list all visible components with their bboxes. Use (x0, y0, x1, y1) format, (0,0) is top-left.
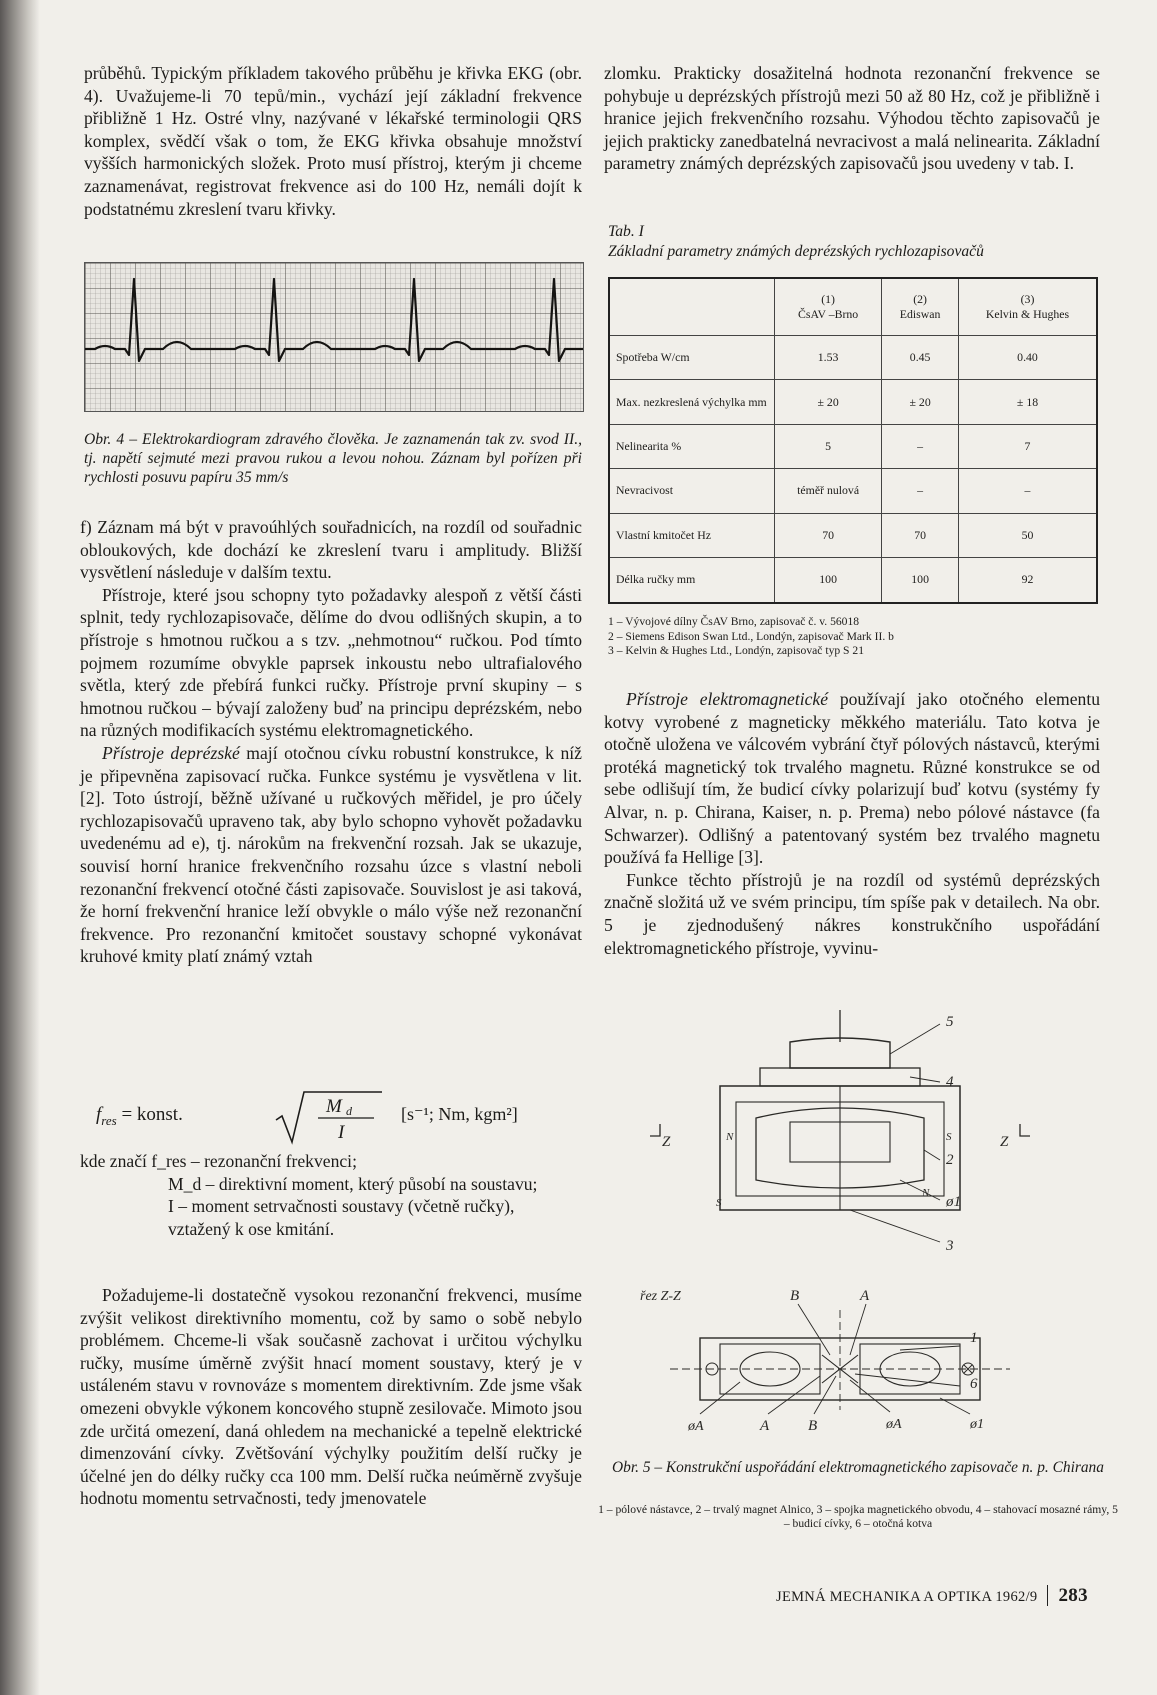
fig4-caption: Obr. 4 – Elektrokardiogram zdravého člověka. Je zaznamenán tak zv. svod II., tj. napětí sejmuté mezi pravou rukou a levou nohou. Záznam byl pořízen při rychlosti posuvu papíru 35 mm/s (84, 431, 582, 486)
ekg-chart (85, 263, 583, 411)
paragraph-text: používají jako otočného elementu kotvy vyrobené z magneticky měkkého materiálu. Tato kotva je otočně uložena ve válcovém vybrání čtyř pólových nástavců, kterými protéká magnetický tok trvalého magnetu. Různé konstrukce se od sebe odlišují tím, že budicí cívky polarizují buď kotvu (systémy fy Alvar, n. p. Chirana, Kaiser, n. p. Prema) nebo pólové nástavce (fa Schwarzer). Odlišný a patentovaný systém bez trvalého magnetu používá fa Hellige [3]. (604, 689, 1101, 868)
table-cell: – (882, 424, 959, 468)
table-row (609, 424, 1097, 468)
right-column-body (604, 688, 1100, 959)
label-phi1b: ø1 (970, 1417, 984, 1432)
label-5: 5 (946, 1014, 954, 1030)
row-label: Nelinearita % (609, 424, 775, 468)
paragraph: zlomku. Prakticky dosažitelná hodnota rezonanční frekvence se pohybuje u deprézských přístrojů mezi 50 až 80 Hz, což je přibližně i hranice jejich frekvenčního rozsahu. Výhodou těchto zapisovačů je jejich prakticky zanedbatelná nevracivost a malá nelinearita. Základní parametry známých deprézských zapisovačů jsou uvedeny v tab. I. (604, 63, 1100, 174)
resonance-formula (96, 1090, 576, 1146)
table-title: Základní parametry známých deprézských rychlozapisovačů (608, 243, 984, 260)
table-row (609, 469, 1097, 513)
formula-definitions (80, 1150, 580, 1240)
left-column-end (80, 1284, 582, 1510)
label-n1: N (726, 1131, 734, 1143)
paragraph: Přístroje, které jsou schopny tyto požadavky alespoň z větší části splnit, tedy rychlozapisovače, dělíme do dvou odlišných skupin, a to přístroje s hmotnou ručkou a s tzv. „nehmotnou“ ručkou. Pod tímto pojmem rozumíme obvykle paprsek inkoustu nebo ultrafialového světla, který zde přebírá funkci ručky. Přístroje první skupiny – s hmotnou ručkou – bývají založeny buď na principu deprézském, nebo na různých modifikacích systému elektromagnetického. (80, 584, 582, 741)
table-cell: 7 (959, 424, 1097, 468)
table-column-header: (2) Ediswan (882, 278, 959, 336)
label-phi-a2: øA (886, 1417, 902, 1432)
table-cell: – (959, 469, 1097, 513)
paragraph: průběhů. Typickým příkladem takového průběhu je křivka EKG (obr. 4). Uvažujeme-li 70 tepů/min., vychází její základní frekvence přibližně 1 Hz. Ostré vlny, nazývané v lékařské terminologii QRS komplex, svědčí však o tom, že EKG křivka obsahuje množství vyšších harmonických složek. Proto musí přístroj, kterým ji chceme zaznamenávat, registrovat frekvence asi do 100 Hz, nemáli dojít k podstatnému zkreslení tvaru křivky. (84, 63, 582, 219)
table-cell: 50 (959, 513, 1097, 557)
row-label: Délka ručky mm (609, 557, 775, 603)
leader-lines (700, 1304, 970, 1414)
label-b-bottom: B (808, 1418, 818, 1434)
table-header-row (609, 278, 1097, 336)
formula-numerator-sub: d (346, 1104, 352, 1118)
right-column-intro (604, 62, 1100, 175)
table-cell: 100 (775, 557, 882, 603)
fig5-caption: Obr. 5 – Konstrukční uspořádání elektromagnetického zapisovače n. p. Chirana (612, 1459, 1104, 1476)
paragraph (80, 742, 582, 968)
table-row (609, 336, 1097, 380)
table-column-header: (3) Kelvin & Hughes (959, 278, 1097, 336)
paragraph-text: mají otočnou cívku robustní konstrukce, k níž je připevněna zapisovací ručka. Funkce systému je vysvětlena v lit. [2]. Toto ústrojí, běžně užívané u ručkových měřidel, je pro účely rychlozapisovačů upraveno tak, aby bylo schopno vyhovět požadavku uvedenému ad e), tj. nárokům na frekvenční rozsah. Jak se ukazuje, souvisí horní hranice frekvenčního rozsahu úzce s vlastní neboli rezonanční frekvencí otočné části zapisovače. Souvislost je asi taková, že horní frekvenční hranice leží obvykle o málo výše než rezonanční frekvence. Pro rezonanční kmitočet soustavy schopné vykonávat kruhové kmity platí známý vztah (80, 742, 582, 967)
table-row (609, 557, 1097, 603)
label-phi1: ø1 (946, 1194, 961, 1210)
paragraph (604, 688, 1100, 869)
table-cell: 0.40 (959, 336, 1097, 380)
row-label: Vlastní kmitočet Hz (609, 513, 775, 557)
label-s1: S (946, 1131, 952, 1143)
ekg-figure (84, 262, 584, 412)
table-cell: téměř nulová (775, 469, 882, 513)
table-row (609, 380, 1097, 424)
definition: kde značí f_res – rezonanční frekvenci; (80, 1151, 357, 1171)
label-1: 1 (970, 1330, 978, 1346)
paragraph: Funkce těchto přístrojů je na rozdíl od systémů deprézských značně složitá už ve svém principu, tím spíše pak v detailech. Na obr. 5 je zjednodušený nákres konstrukčního uspořádání elektromagnetického přístroje, vyvinu- (604, 869, 1100, 958)
paragraph-lead: Přístroje elektromagnetické (626, 689, 829, 709)
table-corner (609, 278, 775, 336)
paragraph: Požadujeme-li dostatečně vysokou rezonanční frekvenci, musíme zvýšit velikost direktivního momentu, což by samo o sobě nebylo problémem. Chceme-li však současně zachovat i určitou výchylku ručky, musíme úměrně zvýšit hnací moment soustavy, který je v ustáleném stavu v rovnováze s momentem direktivním. Zde jsme však omezeni obvykle výkonem koncového stupně zesilovače. Mimoto jsou zde určitá omezení, daná ohledem na mechanické a tepelně elektrické dimenzování cívky. Zvětšování výchylky použitím delší ručky je účelné jen do délky ručky cca 100 mm. Delší ručka neúměrně zvyšuje hodnotu momentu setrvačnosti, tedy jmenovatele (80, 1285, 582, 1509)
section-mark (650, 1124, 660, 1136)
table-cell: 0.45 (882, 336, 959, 380)
formula-numerator: M (326, 1096, 342, 1117)
table-cell: ± 20 (775, 380, 882, 424)
label-n2: N (922, 1187, 930, 1199)
row-label: Nevracivost (609, 469, 775, 513)
table-cell: 100 (882, 557, 959, 603)
table-note: 2 – Siemens Edison Swan Ltd., Londýn, zapisovač Mark II. b (608, 629, 894, 643)
row-label: Spotřeba W/cm (609, 336, 775, 380)
table-column-header: (1) ČsAV –Brno (775, 278, 882, 336)
fig5-drawing (640, 1010, 1110, 1440)
left-column-intro (84, 62, 582, 220)
row-label: Max. nezkreslená výchylka mm (609, 380, 775, 424)
label-phi-a: øA (688, 1419, 704, 1434)
formula-lhs: $f_{res}$ = konst. (96, 1104, 183, 1128)
definition: I – moment setrvačnosti soustavy (včetně ručky), vztažený k ose kmitání. (168, 1196, 515, 1239)
frame (760, 1068, 920, 1086)
left-column-body (80, 516, 582, 968)
section-mark (1020, 1124, 1030, 1136)
table-cell: 1.53 (775, 336, 882, 380)
table-cell: 92 (959, 557, 1097, 603)
table-note: 3 – Kelvin & Hughes Ltd., Londýn, zapisovač typ S 21 (608, 644, 864, 657)
fig5-legend: 1 – pólové nástavce, 2 – trvalý magnet Alnico, 3 – spojka magnetického obvodu, 4 – stahovací mosazné rámy, 5 – budicí cívky, 6 – otočná kotva (598, 1503, 1118, 1530)
label-4: 4 (946, 1074, 954, 1090)
label-b-top: B (790, 1288, 800, 1304)
formula-units: [s⁻¹; Nm, kgm²] (401, 1104, 518, 1124)
table-heading (608, 222, 984, 262)
table-cell: 70 (775, 513, 882, 557)
label-s2: S (716, 1197, 722, 1209)
table-cell: – (882, 469, 959, 513)
parameters-table (608, 277, 1098, 604)
page-number: 283 (1047, 1585, 1087, 1606)
label-z-right: Z (1000, 1134, 1009, 1150)
journal-name: JEMNÁ MECHANIKA A OPTIKA 1962/9 (776, 1589, 1038, 1605)
paragraph: f) Záznam má být v pravoúhlých souřadnicích, na rozdíl od souřadnic obloukových, kde dochází ke zkreslení tvaru i amplitudy. Bližší vysvětlení následuje v dalším textu. (80, 517, 582, 583)
label-2: 2 (946, 1152, 954, 1168)
table-cell: 70 (882, 513, 959, 557)
paragraph-lead: Přístroje deprézské (102, 742, 240, 763)
table-cell: ± 18 (959, 380, 1097, 424)
coil-housing (790, 1038, 890, 1068)
label-a-top: A (860, 1288, 870, 1304)
label-section: řez Z-Z (640, 1289, 681, 1304)
sqrt-sign (274, 1090, 384, 1146)
label-a-bottom: A (760, 1418, 770, 1434)
table-notes (608, 615, 894, 659)
table-label: Tab. I (608, 223, 644, 240)
table-note: 1 – Vývojové dílny ČsAV Brno, zapisovač č. v. 56018 (608, 615, 860, 628)
table-row (609, 513, 1097, 557)
label-3: 3 (946, 1238, 954, 1254)
table-cell: 5 (775, 424, 882, 468)
table-cell: ± 20 (882, 380, 959, 424)
definition: M_d – direktivní moment, který působí na soustavu; (168, 1173, 538, 1194)
label-z-left: Z (662, 1134, 671, 1150)
label-6: 6 (970, 1376, 978, 1392)
page-footer (776, 1585, 1088, 1607)
formula-denominator: I (338, 1122, 345, 1143)
